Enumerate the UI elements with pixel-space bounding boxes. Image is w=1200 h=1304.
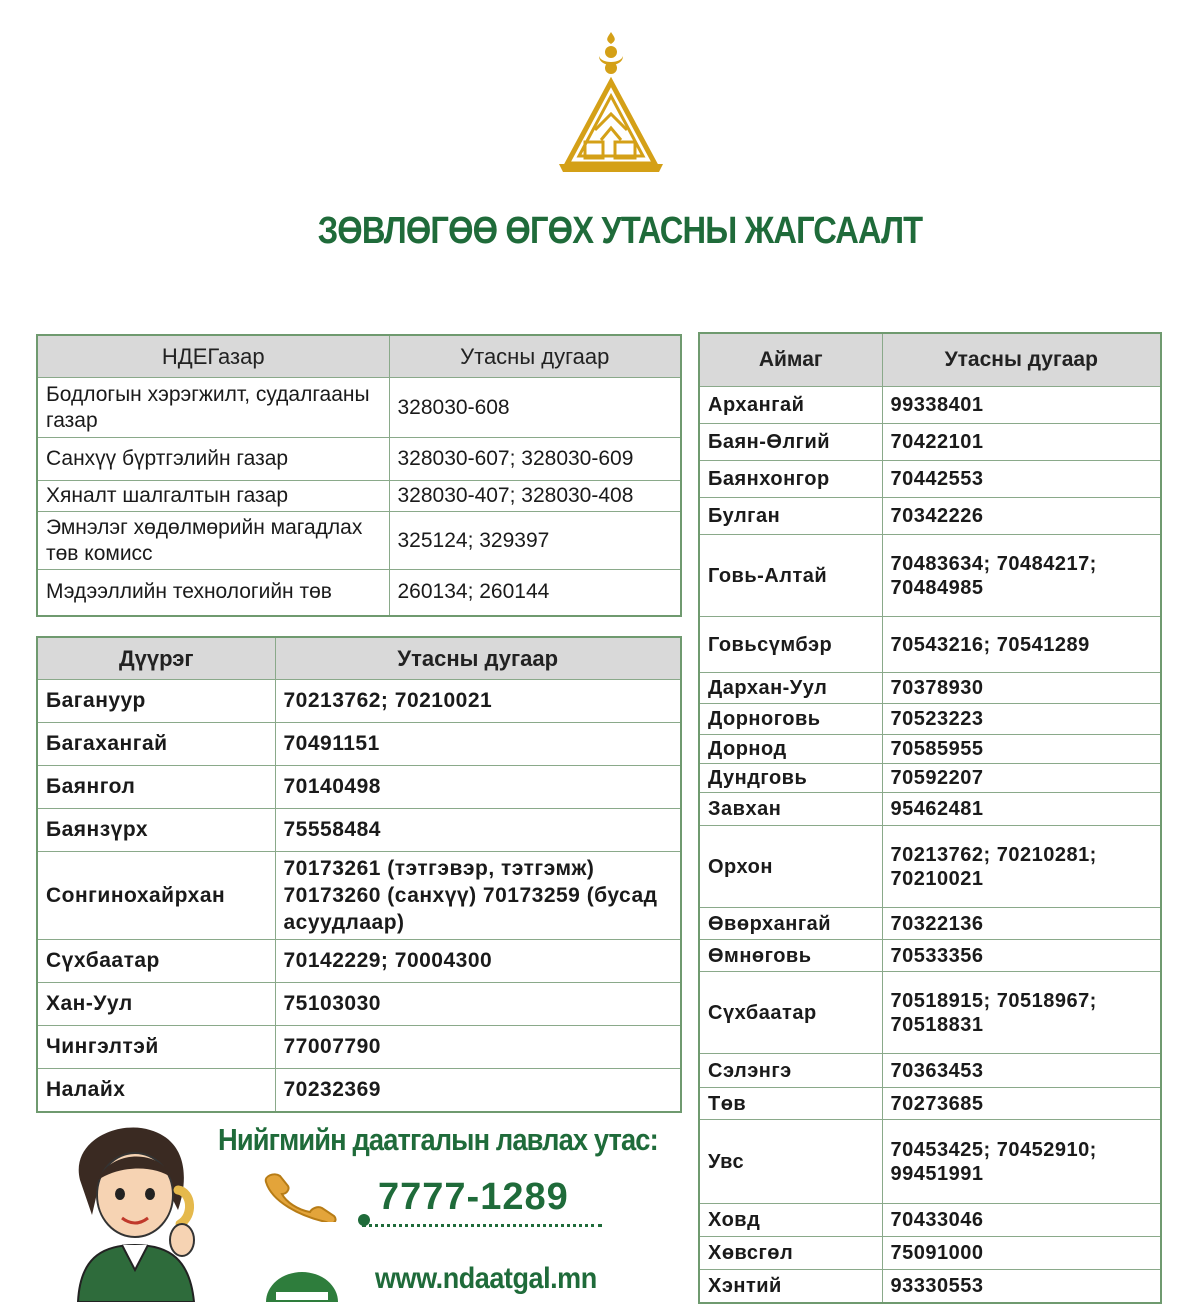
departments-table (36, 334, 682, 617)
aimag-phone: 70592207 (882, 764, 1161, 793)
district-name: Баянзүрх (37, 809, 275, 852)
aimag-name: Дархан-Уул (699, 673, 882, 704)
district-phone: 70140498 (275, 766, 681, 809)
helpline-title: Нийгмийн даатгалын лавлах утас: (218, 1122, 658, 1157)
department-phone: 328030-407; 328030-408 (389, 481, 681, 512)
aimag-name: Ховд (699, 1204, 882, 1237)
district-phone: 70213762; 70210021 (275, 680, 681, 723)
department-name: Санхүү бүртгэлийн газар (37, 438, 389, 481)
aimag-phone: 70483634; 70484217; 70484985 (882, 535, 1161, 617)
department-name: Эмнэлэг хөдөлмөрийн магадлах төв комисс (37, 512, 389, 570)
aimag-name: Баян-Өлгий (699, 424, 882, 461)
district-phone: 70232369 (275, 1069, 681, 1112)
table-header-row (699, 333, 1161, 387)
aimag-phone: 75091000 (882, 1237, 1161, 1270)
aimag-name: Дундговь (699, 764, 882, 793)
table-row (37, 983, 681, 1026)
column-header: Аймаг (699, 333, 882, 387)
table-row (37, 940, 681, 983)
table-row (699, 793, 1161, 826)
table-row (37, 809, 681, 852)
aimag-phone: 70273685 (882, 1088, 1161, 1120)
table-row (699, 461, 1161, 498)
district-name: Налайх (37, 1069, 275, 1112)
aimag-name: Говьсүмбэр (699, 617, 882, 673)
district-phone: 75103030 (275, 983, 681, 1026)
column-header: Утасны дугаар (275, 637, 681, 680)
aimag-phone: 70523223 (882, 704, 1161, 735)
aimag-name: Орхон (699, 826, 882, 908)
department-name: Хяналт шалгалтын газар (37, 481, 389, 512)
table-header-row (37, 335, 681, 378)
aimag-name: Булган (699, 498, 882, 535)
table-row (699, 387, 1161, 424)
table-row (699, 1270, 1161, 1303)
web-e-icon (262, 1262, 342, 1302)
district-phone: 77007790 (275, 1026, 681, 1069)
table-row (37, 438, 681, 481)
aimag-phone: 70543216; 70541289 (882, 617, 1161, 673)
aimag-name: Сүхбаатар (699, 972, 882, 1054)
district-name: Чингэлтэй (37, 1026, 275, 1069)
column-header: Дүүрэг (37, 637, 275, 680)
department-phone: 328030-607; 328030-609 (389, 438, 681, 481)
table-row (699, 1237, 1161, 1270)
aimag-phone: 70518915; 70518967; 70518831 (882, 972, 1161, 1054)
aimag-phone: 70342226 (882, 498, 1161, 535)
aimag-phone: 70363453 (882, 1054, 1161, 1088)
table-row (699, 535, 1161, 617)
aimag-name: Хэнтий (699, 1270, 882, 1303)
district-name: Баянгол (37, 766, 275, 809)
table-row (699, 764, 1161, 793)
table-row (699, 826, 1161, 908)
aimag-phone: 70322136 (882, 908, 1161, 940)
district-phone: 70142229; 70004300 (275, 940, 681, 983)
department-name: Бодлогын хэрэгжилт, судалгааны газар (37, 378, 389, 438)
dotted-underline (362, 1218, 602, 1227)
aimag-name: Завхан (699, 793, 882, 826)
table-row (37, 1069, 681, 1112)
table-row (37, 570, 681, 616)
table-row (699, 424, 1161, 461)
table-row (37, 378, 681, 438)
aimag-name: Дорноговь (699, 704, 882, 735)
district-name: Багахангай (37, 723, 275, 766)
aimag-name: Өмнөговь (699, 940, 882, 972)
aimag-name: Хөвсгөл (699, 1237, 882, 1270)
table-row (699, 1120, 1161, 1204)
table-row (699, 1204, 1161, 1237)
district-name: Сүхбаатар (37, 940, 275, 983)
aimag-phone: 70453425; 70452910; 99451991 (882, 1120, 1161, 1204)
table-row (37, 1026, 681, 1069)
district-phone: 70491151 (275, 723, 681, 766)
page-title: ЗӨВЛӨГӨӨ ӨГӨХ УТАСНЫ ЖАГСААЛТ (317, 210, 923, 252)
department-phone: 328030-608 (389, 378, 681, 438)
table-row (37, 680, 681, 723)
aimag-phone: 70585955 (882, 735, 1161, 764)
aimags-table (698, 332, 1162, 1304)
aimag-name: Өвөрхангай (699, 908, 882, 940)
aimag-name: Говь-Алтай (699, 535, 882, 617)
soyombo-ndd-logo-icon (555, 30, 667, 175)
aimag-phone: 70213762; 70210281; 70210021 (882, 826, 1161, 908)
table-row (37, 512, 681, 570)
table-row (37, 481, 681, 512)
table-row (699, 704, 1161, 735)
column-header: НДЕГазар (37, 335, 389, 378)
department-phone: 260134; 260144 (389, 570, 681, 616)
aimag-phone: 93330553 (882, 1270, 1161, 1303)
table-row (699, 940, 1161, 972)
column-header: Утасны дугаар (389, 335, 681, 378)
operator-woman-icon (60, 1120, 220, 1302)
table-row (699, 972, 1161, 1054)
aimag-phone: 95462481 (882, 793, 1161, 826)
aimag-phone: 70422101 (882, 424, 1161, 461)
table-row (699, 735, 1161, 764)
table-header-row (37, 637, 681, 680)
table-row (699, 673, 1161, 704)
district-name: Багануур (37, 680, 275, 723)
aimag-phone: 70533356 (882, 940, 1161, 972)
table-row (37, 766, 681, 809)
department-phone: 325124; 329397 (389, 512, 681, 570)
table-row (699, 908, 1161, 940)
aimag-name: Архангай (699, 387, 882, 424)
table-row (699, 1054, 1161, 1088)
districts-table (36, 636, 682, 1113)
table-row (37, 723, 681, 766)
department-name: Мэдээллийн технологийн төв (37, 570, 389, 616)
aimag-name: Баянхонгор (699, 461, 882, 498)
aimag-name: Дорнод (699, 735, 882, 764)
website-link[interactable]: www.ndaatgal.mn (375, 1262, 597, 1295)
aimag-phone: 70433046 (882, 1204, 1161, 1237)
table-row (699, 498, 1161, 535)
table-row (699, 1088, 1161, 1120)
aimag-name: Увс (699, 1120, 882, 1204)
aimag-phone: 70442553 (882, 461, 1161, 498)
district-name: Сонгинохайрхан (37, 852, 275, 940)
district-phone: 75558484 (275, 809, 681, 852)
helpline-number: 7777-1289 (378, 1176, 569, 1218)
table-row (37, 852, 681, 940)
aimag-name: Сэлэнгэ (699, 1054, 882, 1088)
phone-handset-icon (260, 1172, 350, 1222)
aimag-name: Төв (699, 1088, 882, 1120)
table-row (699, 617, 1161, 673)
aimag-phone: 99338401 (882, 387, 1161, 424)
district-name: Хан-Уул (37, 983, 275, 1026)
aimag-phone: 70378930 (882, 673, 1161, 704)
column-header: Утасны дугаар (882, 333, 1161, 387)
district-phone: 70173261 (тэтгэвэр, тэтгэмж) 70173260 (санхүү) 70173259 (бусад асуудлаар) (275, 852, 681, 940)
